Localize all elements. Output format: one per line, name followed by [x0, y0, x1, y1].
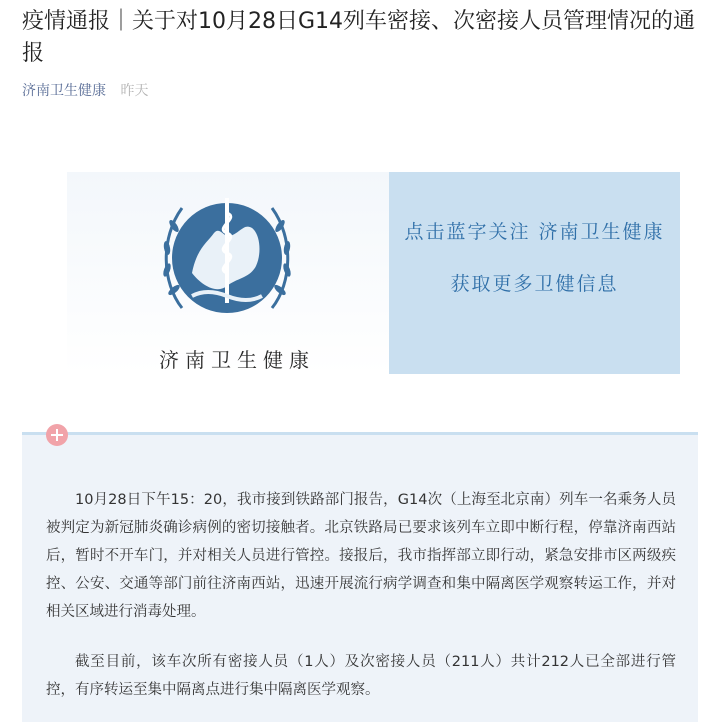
article-meta [22, 80, 148, 102]
banner-text-panel [389, 172, 680, 374]
account-link[interactable]: 济南卫生健康 [22, 83, 106, 99]
plus-icon[interactable] [46, 424, 68, 446]
article-title: 疫情通报｜关于对10月28日G14列车密接、次密接人员管理情况的通报 [22, 9, 696, 66]
publish-date: 昨天 [120, 83, 149, 99]
banner-info-text: 获取更多卫健信息 [450, 273, 619, 295]
banner-logo-text: 济南卫生健康 [159, 348, 315, 372]
card-divider [22, 432, 698, 435]
follow-banner[interactable] [67, 172, 680, 374]
staff-of-asclepius-emblem-icon [152, 178, 302, 338]
banner-logo-panel [67, 172, 389, 374]
paragraph: 10月28日下午15：20，我市接到铁路部门报告，G14次（上海至北京南）列车一名乘务人员被判定为新冠肺炎确诊病例的密切接触者。北京铁路局已要求该列车立即中断行程，停靠济南西站后，暂时不开车门，并对相关人员进行管控。接报后，我市指挥部立即行动，紧急安排市区两级疾控、公安、交通等部门前往济南西站，迅速开展流行病学调查和集中隔离医学观察转运工作，并对相关区域进行消毒处理。 [46, 492, 676, 620]
paragraph: 截至目前，该车次所有密接人员（1人）及次密接人员（211人）共计212人已全部进行管控，有序转运至集中隔离点进行集中隔离医学观察。 [46, 654, 676, 698]
banner-follow-text: 点击蓝字关注 济南卫生健康 [404, 221, 665, 243]
content-card [22, 432, 698, 722]
